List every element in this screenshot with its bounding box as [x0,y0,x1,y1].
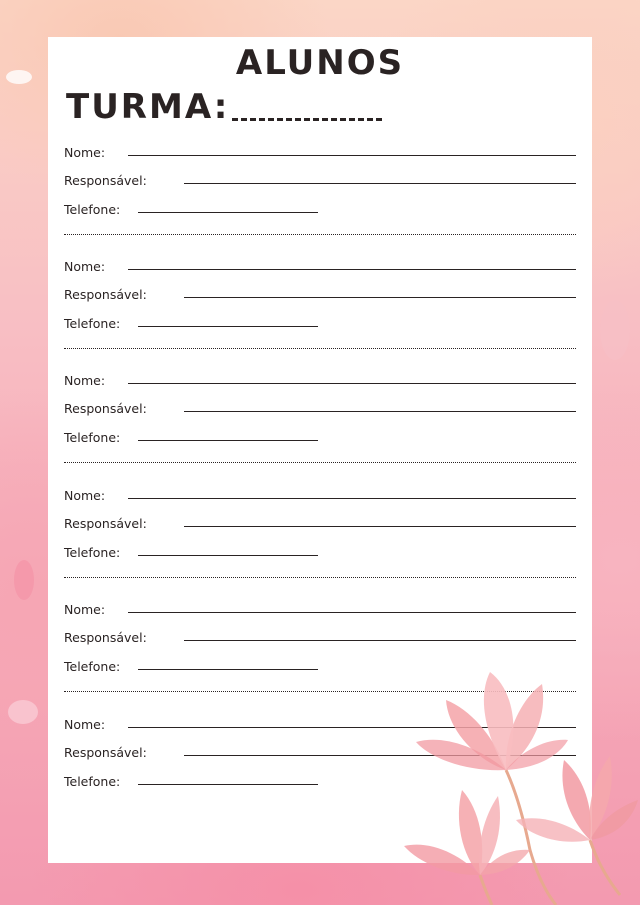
nome-line[interactable] [128,383,576,384]
student-entry [64,145,576,259]
telefone-line[interactable] [138,555,318,556]
telefone-label: Telefone: [64,316,121,331]
telefone-label: Telefone: [64,659,121,674]
turma-blank-line [232,118,382,121]
nome-line[interactable] [128,269,576,270]
telefone-line[interactable] [138,784,318,785]
responsavel-line[interactable] [184,526,576,527]
responsavel-label: Responsável: [64,745,147,760]
responsavel-label: Responsável: [64,173,147,188]
telefone-label: Telefone: [64,774,121,789]
telefone-line[interactable] [138,669,318,670]
nome-label: Nome: [64,602,106,617]
lotus-flower-bottom [404,790,530,875]
nome-line[interactable] [128,612,576,613]
nome-label: Nome: [64,717,106,732]
responsavel-line[interactable] [184,183,576,184]
student-entry [64,259,576,373]
nome-line[interactable] [128,498,576,499]
nome-label: Nome: [64,373,106,388]
watercolor-splash [14,560,34,600]
nome-label: Nome: [64,145,106,160]
watercolor-splash [600,300,630,360]
entry-separator [64,462,576,463]
entry-separator [64,234,576,235]
responsavel-label: Responsável: [64,401,147,416]
telefone-line[interactable] [138,212,318,213]
responsavel-label: Responsável: [64,630,147,645]
watercolor-splash [8,700,38,724]
telefone-label: Telefone: [64,202,121,217]
lotus-flowers-illustration [380,660,640,905]
nome-line[interactable] [128,155,576,156]
telefone-line[interactable] [138,326,318,327]
responsavel-line[interactable] [184,411,576,412]
responsavel-line[interactable] [184,297,576,298]
student-entry [64,488,576,602]
watercolor-splash [6,70,32,84]
entry-separator [64,348,576,349]
lotus-flower-right [516,756,638,842]
responsavel-line[interactable] [184,640,576,641]
lotus-flower-large [416,672,568,770]
telefone-line[interactable] [138,440,318,441]
entry-separator [64,577,576,578]
telefone-label: Telefone: [64,430,121,445]
turma-label: TURMA: [66,87,230,127]
nome-label: Nome: [64,488,106,503]
responsavel-label: Responsável: [64,516,147,531]
nome-label: Nome: [64,259,106,274]
responsavel-label: Responsável: [64,287,147,302]
page-title: ALUNOS [235,43,405,83]
telefone-label: Telefone: [64,545,121,560]
student-entry [64,373,576,487]
